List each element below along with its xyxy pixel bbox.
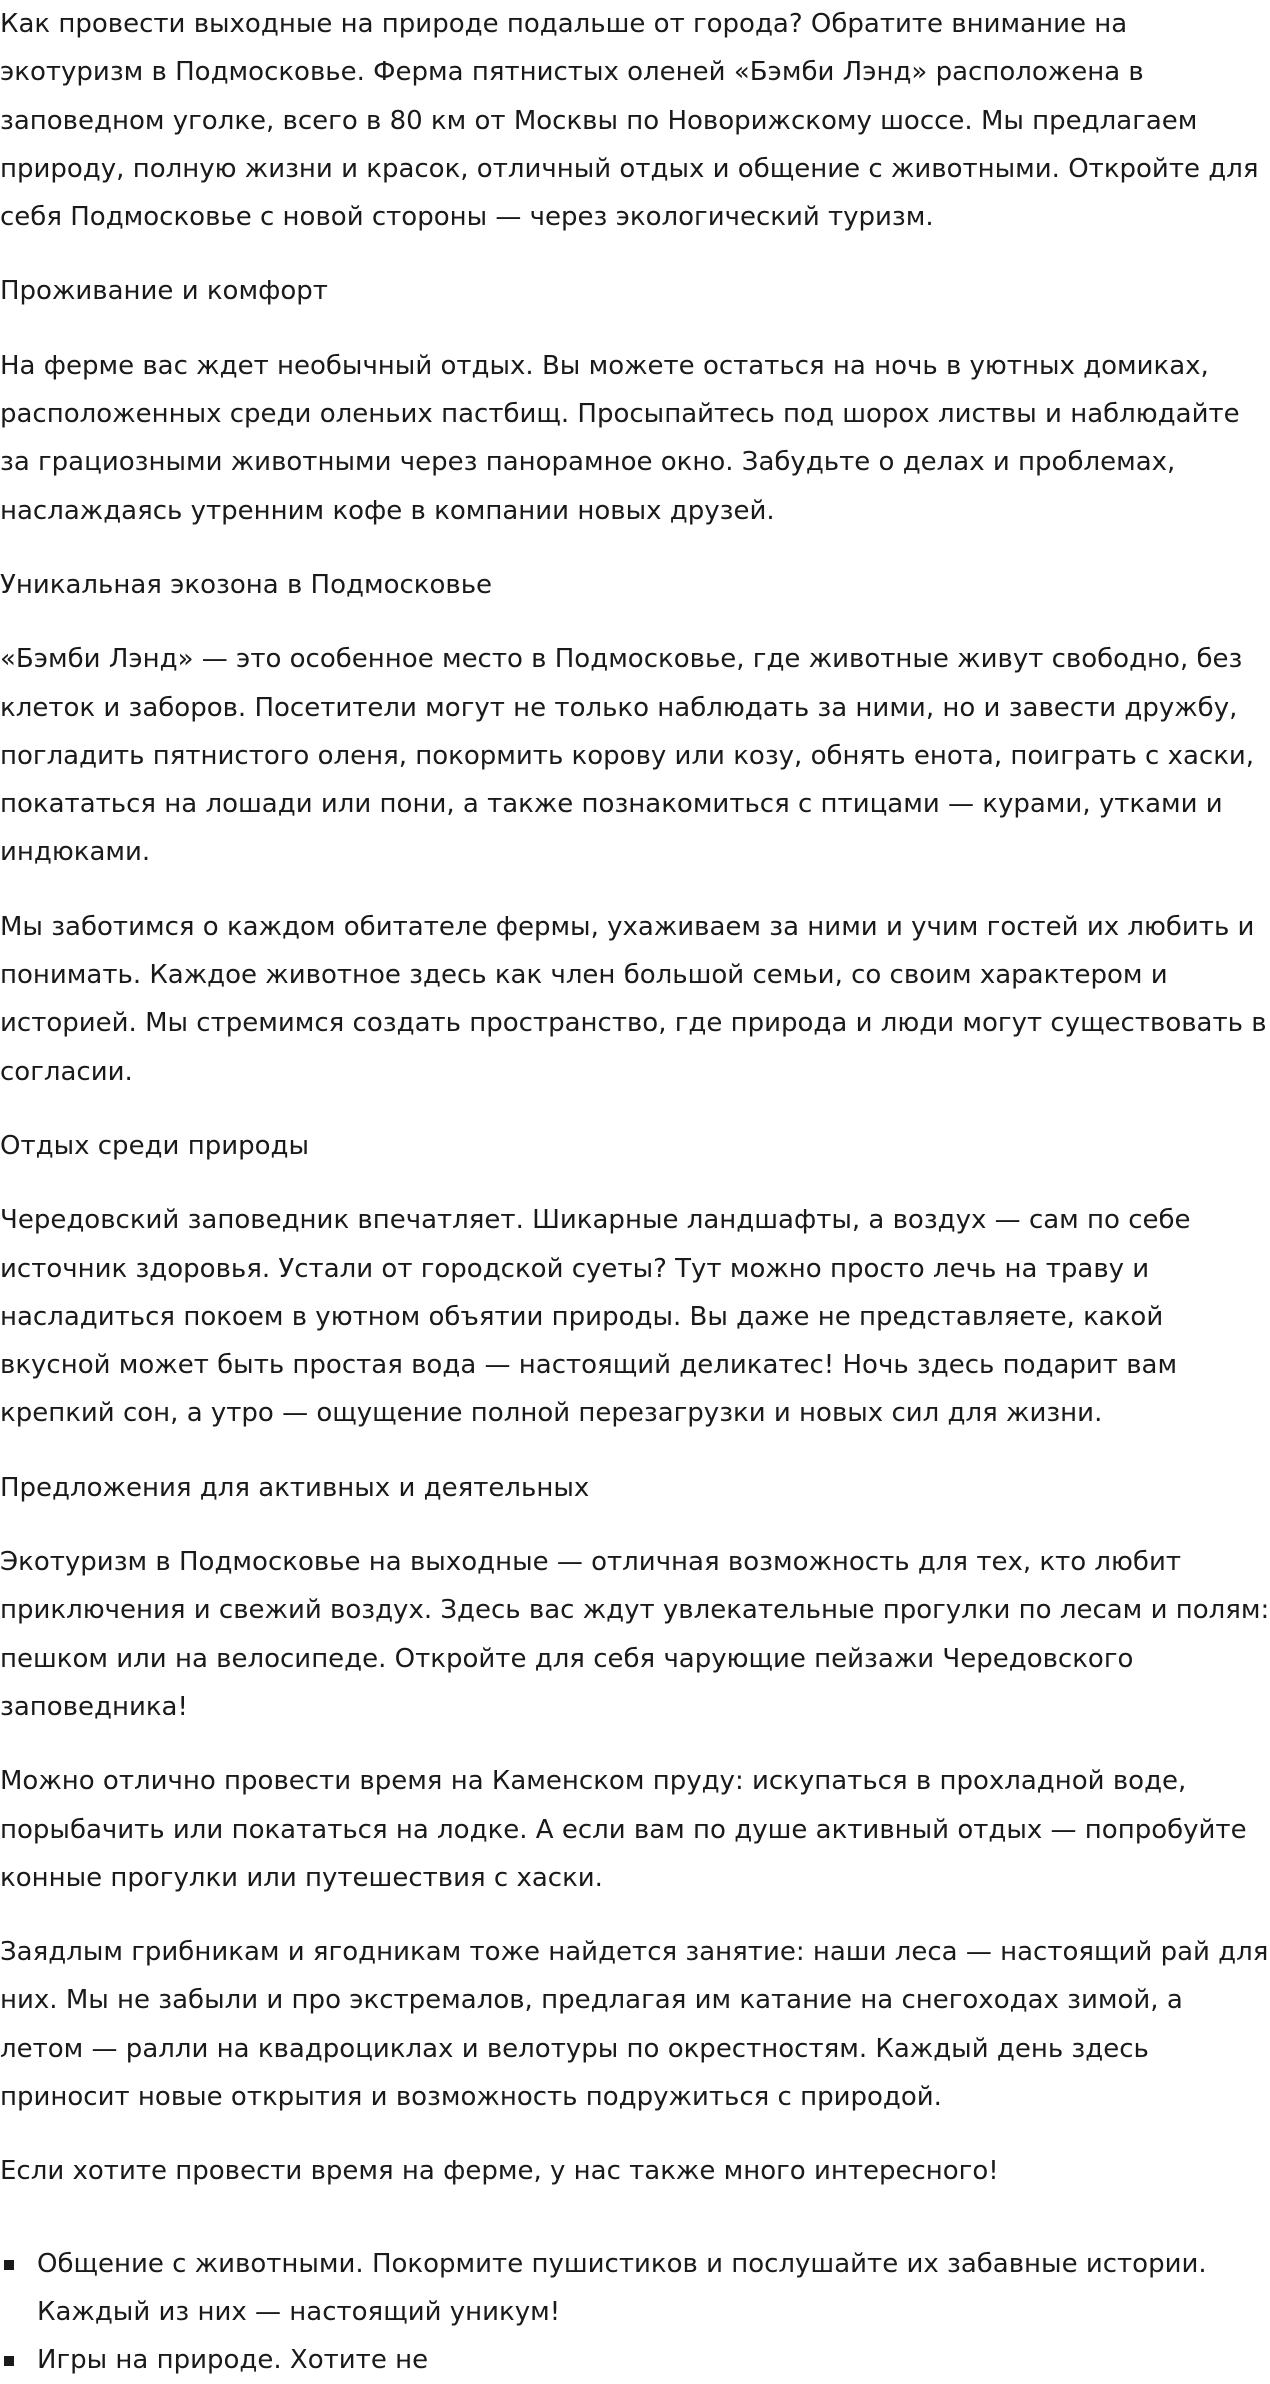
care-paragraph: Мы заботимся о каждом обитателе фермы, ухаживаем за ними и учим гостей их любить и понимать. Каждое животное здесь как член большой семьи, со своим характером и историей. Мы стремимся создать пространство, где природа и люди могут существовать в согласии. (0, 911, 1267, 1087)
square-bullet-icon (4, 2260, 14, 2270)
intro-paragraph: Как провести выходные на природе подальше от города? Обратите внимание на экотуризм в Подмосковье. Ферма пятнистых оленей «Бэмби Лэнд» расположена в заповедном уголке, всего в 80 км от Москвы по Новорижскому шоссе. Мы предлагаем природу, полную жизни и красок, отличный отдых и общение с животными. Откройте для себя Подмосковье с новой стороны — через экологический туризм. (0, 9, 1259, 233)
active-paragraph: Экотуризм в Подмосковье на выходные — отличная возможность для тех, кто любит приключения и свежий воздух. Здесь вас ждут увлекательные прогулки по лесам и полям: пешком или на велосипеде. Откройте для себя чарующие пейзажи Чередовского заповедника! (0, 1547, 1270, 1722)
features-list (0, 2240, 1270, 2384)
section-heading-ecozone: Уникальная экозона в Подмосковье (0, 569, 493, 600)
pond-paragraph: Можно отлично провести время на Каменском пруду: искупаться в прохладной воде, порыбачить или покататься на лодке. А если вам по душе активный отдых — попробуйте конные прогулки или путешествия с хаски. (0, 1766, 1247, 1893)
square-bullet-icon (4, 2356, 14, 2366)
section-heading-active: Предложения для активных и деятельных (0, 1472, 590, 1503)
section-heading-accommodation: Проживание и комфорт (0, 276, 328, 307)
ecozone-paragraph: «Бэмби Лэнд» — это особенное место в Подмосковье, где животные живут свободно, без клеток и заборов. Посетители могут не только наблюдать за ними, но и завести дружбу, погладить пятнистого оленя, покормить корову или козу, обнять енота, поиграть с хаски, покататься на лошади или пони, а также познакомиться с птицами — курами, утками и индюками. (0, 644, 1255, 868)
list-item (0, 2240, 1270, 2337)
farm-intro-paragraph: Если хотите провести время на ферме, у нас также много интересного! (0, 2156, 999, 2187)
nature-paragraph: Чередовский заповедник впечатляет. Шикарные ландшафты, а воздух — сам по себе источник здоровья. Устали от городской суеты? Тут можно просто лечь на траву и насладиться покоем в уютном объятии природы. Вы даже не представляете, какой вкусной может быть простая вода — настоящий деликатес! Ночь здесь подарит вам крепкий сон, а утро — ощущение полной перезагрузки и новых сил для жизни. (0, 1205, 1191, 1429)
section-heading-nature: Отдых среди природы (0, 1130, 310, 1161)
list-item-text: Общение с животными. Покормите пушистиков и послушайте их забавные истории. Каждый из них — настоящий уникум! (37, 2248, 1207, 2327)
mushroom-paragraph: Заядлым грибникам и ягодникам тоже найдется занятие: наши леса — настоящий рай для них. Мы не забыли и про экстремалов, предлагая им катание на снегоходах зимой, а летом — ралли на квадроциклах и велотуры по окрестностям. Каждый день здесь приносит новые открытия и возможность подружиться с природой. (0, 1937, 1269, 2112)
list-item (0, 2336, 1270, 2384)
list-item-text: Игры на природе. Хотите не (37, 2345, 429, 2376)
accommodation-paragraph: На ферме вас ждет необычный отдых. Вы можете остаться на ночь в уютных домиках, расположенных среди оленьих пастбищ. Просыпайтесь под шорох листвы и наблюдайте за грациозными животными через панорамное окно. Забудьте о делах и проблемах, наслаждаясь утренним кофе в компании новых друзей. (0, 350, 1240, 526)
